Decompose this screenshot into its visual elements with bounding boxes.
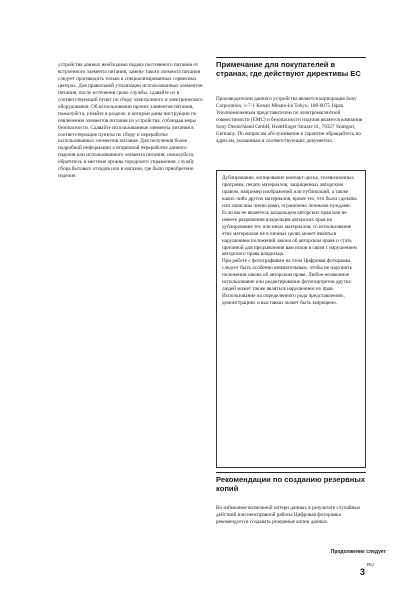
continued-note: Продолжение следует xyxy=(330,549,386,555)
language-code: RU xyxy=(367,562,374,567)
heading-rule xyxy=(216,57,366,58)
page-number xyxy=(360,562,374,580)
page-number-value: 3 xyxy=(360,567,366,577)
copyright-paragraph-1: Дублирование, копирование компакт-диска, телевизионных программ, печать материалов, защищенных авторским правом, например изображений или публикаций, а также каких-либо других материалов, кроме тех, что были сделаны или записаны лично вами, ограничено личными нуждами. Если вы не являетесь владельцем авторских прав или не имеете разрешения владельцев авторских прав на дублирование тех или иных материалов, то использование этих материалов не в личных целях может являться нарушением положений закона об авторском праве и стать причиной для предъявления вам исков в связи с нарушением авторского права владельца. xyxy=(222,175,357,258)
copyright-paragraph-2: При работе с фотографиями на этом Цифровая фоторамка следует быть особенно внимательным, чтобы не нарушить положения закона об авторском праве. Любое незаконное использование или редактирование фотопортретов других людей может также являться нарушением их прав. xyxy=(222,258,353,293)
left-column xyxy=(58,0,204,180)
battery-disposal-text: устройства данных необходима подача постоянного питания от встроенного элемента питания, замену такого элемента питания следует производить только в специализированных сервисных центрах. Для правильной утилизации использованных элементов питания, после истечения срока службы, сдавайте их в соответствующий пункт по сбору электронного и электрического оборудования. Об использовании прочих элементов питания, пожалуйста, узнайте в разделе, в котором даны инструкции по извлечению элементов питания из устройства, соблюдая меры безопасности. Сдавайте использованные элементы питания в соответствующие пункты по сбору и переработке использованных элементов питания. Для получения более подробной информации о вторичной переработке данного изделия или использованного элемента питания, пожалуйста, обратитесь в местные органы городского управления, службу сбора бытовых отходов или в магазин, где было приобретено изделие. xyxy=(58,62,203,180)
copyright-notice-box xyxy=(216,170,366,468)
copyright-paragraph-3: Использование на определенного рода представлениях, демонстрациях и выставках может быть запрещено. xyxy=(222,293,345,307)
backup-heading: Рекомендации по созданию резервных копий xyxy=(216,475,366,493)
eu-directives-heading: Примечание для покупателей в странах, где действуют директивы ЕС xyxy=(216,60,361,78)
backup-text: Во избежание возможной потери данных в результате случайных действий или неисправной работы Цифровая фоторамка рекомендуется создавать резервные копии данных. xyxy=(216,505,361,525)
heading-rule xyxy=(216,472,366,473)
eu-directives-text: Производителем данного устройства является корпорация Sony Corporation, 1-7-1 Konan Minato-ku Tokyo, 108-0075 Japan. Уполномоченным представителем по электромагнитной совместимости (EMC) и безопасности изделия является компания Sony Deutschland GmbH, Hedelfinger Strasse 61, 70327 Stuttgart, Germany. По вопросам обслуживания и гарантии обращайтесь по адресам, указанным в соответствующих документах. xyxy=(216,96,363,144)
